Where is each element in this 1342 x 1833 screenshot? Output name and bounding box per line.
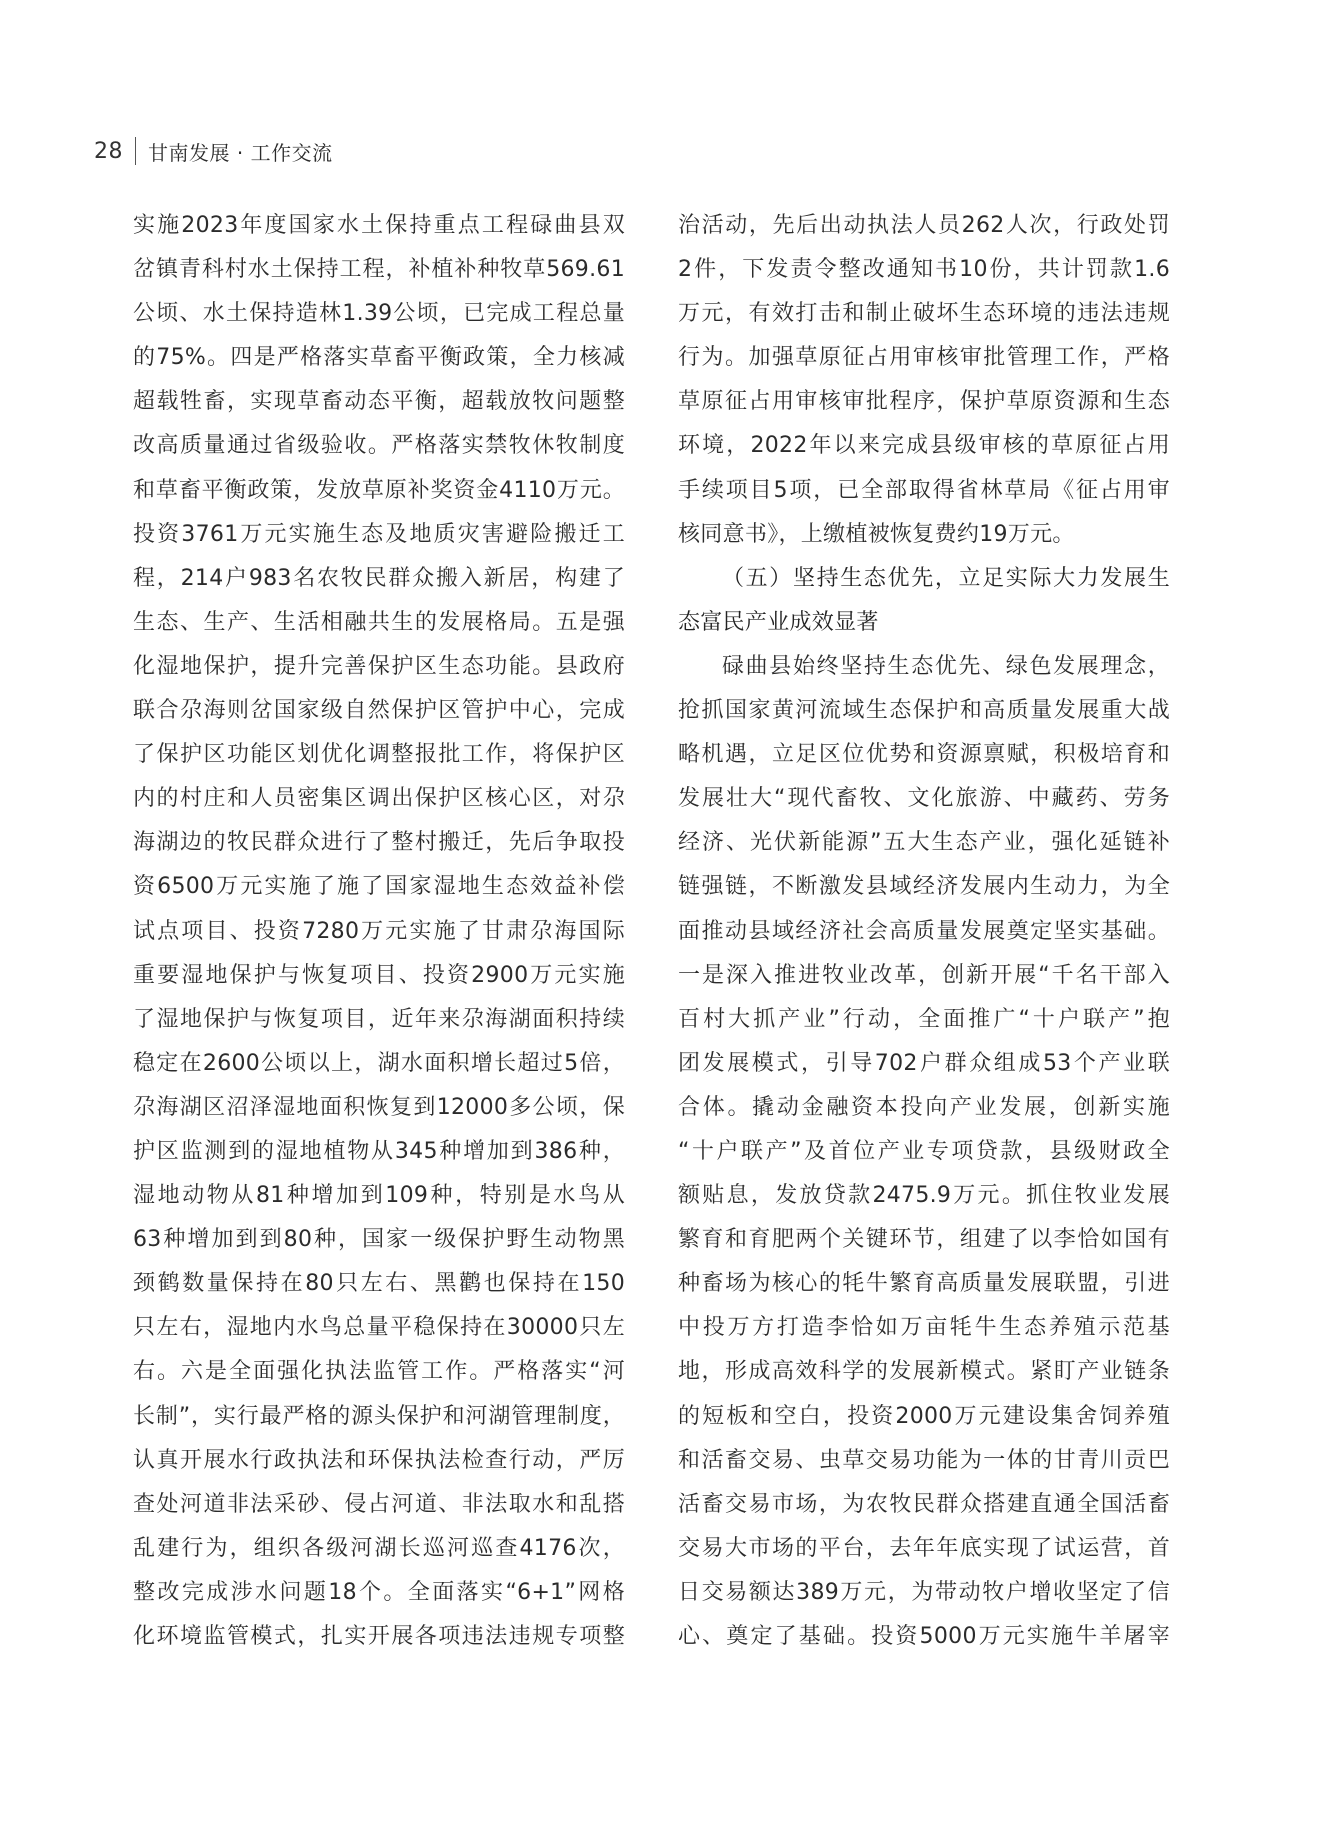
- body-text-line: 资6500万元实施了施了国家湿地生态效益补偿: [133, 874, 625, 900]
- body-text-line: 了保护区功能区划优化调整报批工作，将保护区: [133, 742, 625, 768]
- section-heading-line: （五）坚持生态优先，立足实际大力发展生: [722, 565, 1170, 591]
- body-text-line: 联合尕海则岔国家级自然保护区管护中心，完成: [133, 698, 625, 724]
- body-text-line: 繁育和育肥两个关键环节，组建了以李恰如国有: [678, 1227, 1170, 1253]
- body-text-line: 化湿地保护，提升完善保护区生态功能。县政府: [133, 653, 625, 679]
- body-text-line: 的75%。四是严格落实草畜平衡政策，全力核减: [133, 345, 625, 371]
- body-text-line: 认真开展水行政执法和环保执法检查行动，严厉: [133, 1447, 625, 1473]
- body-text-line: 改高质量通过省级验收。严格落实禁牧休牧制度: [133, 433, 625, 459]
- body-text-line: 交易大市场的平台，去年年底实现了试运营，首: [678, 1535, 1170, 1561]
- body-text-line: 了湿地保护与恢复项目，近年来尕海湖面积持续: [133, 1006, 625, 1032]
- body-text-line: 一是深入推进牧业改革，创新开展“千名干部入: [678, 962, 1170, 988]
- body-text-line: 程，214户983名农牧民群众搬入新居，构建了: [133, 565, 625, 591]
- body-text-line: 核同意书》，上缴植被恢复费约19万元。: [678, 521, 1075, 547]
- body-text-line: 只左右，湿地内水鸟总量平稳保持在30000只左: [133, 1315, 625, 1341]
- body-text-line: 尕海湖区沼泽湿地面积恢复到12000多公顷，保: [133, 1094, 625, 1120]
- body-text-line: 超载牲畜，实现草畜动态平衡，超载放牧问题整: [133, 389, 625, 415]
- body-text-line: 颈鹤数量保持在80只左右、黑鹳也保持在150: [133, 1271, 625, 1297]
- body-text-line: 的短板和空白，投资2000万元建设集舍饲养殖: [678, 1403, 1170, 1429]
- body-text-line: 地，形成高效科学的发展新模式。紧盯产业链条: [678, 1359, 1170, 1385]
- body-text-line: 百村大抓产业”行动，全面推广“十户联产”抱: [678, 1006, 1170, 1032]
- body-text-line: 生态、生产、生活相融共生的发展格局。五是强: [133, 609, 625, 635]
- body-text-line: 内的村庄和人员密集区调出保护区核心区，对尕: [133, 786, 625, 812]
- body-text-line: 和草畜平衡政策，发放草原补奖资金4110万元。: [133, 477, 625, 503]
- body-text-line: 日交易额达389万元，为带动牧户增收坚定了信: [678, 1579, 1170, 1605]
- body-text-line: 岔镇青科村水土保持工程，补植补种牧草569.61: [133, 257, 625, 283]
- body-text-line: 额贴息，发放贷款2475.9万元。抓住牧业发展: [678, 1183, 1170, 1209]
- body-text-line: 公顷、水土保持造林1.39公顷，已完成工程总量: [133, 301, 625, 327]
- body-text-line: 中投万方打造李恰如万亩牦牛生态养殖示范基: [678, 1315, 1170, 1341]
- body-text-line: 行为。加强草原征占用审核审批管理工作，严格: [678, 345, 1170, 371]
- body-text-line: 稳定在2600公顷以上，湖水面积增长超过5倍，: [133, 1050, 625, 1076]
- body-text-line: 湿地动物从81种增加到109种，特别是水鸟从: [133, 1183, 625, 1209]
- body-text-line: 碌曲县始终坚持生态优先、绿色发展理念，: [722, 653, 1170, 679]
- body-text-line: 心、奠定了基础。投资5000万元实施牛羊屠宰: [678, 1624, 1170, 1649]
- body-text-line: 面推动县域经济社会高质量发展奠定坚实基础。: [678, 918, 1170, 944]
- body-text-line: 草原征占用审核审批程序，保护草原资源和生态: [678, 389, 1170, 415]
- body-text-line: 活畜交易市场，为农牧民群众搭建直通全国活畜: [678, 1491, 1170, 1517]
- body-text-line: 护区监测到的湿地植物从345种增加到386种，: [133, 1138, 625, 1164]
- section-heading-line: 态富民产业成效显著: [678, 609, 879, 635]
- body-text-line: 团发展模式，引导702户群众组成53个产业联: [678, 1050, 1170, 1076]
- body-text-line: 链强链，不断激发县域经济发展内生动力，为全: [678, 874, 1170, 900]
- body-text-line: 治活动，先后出动执法人员262人次，行政处罚: [678, 213, 1170, 238]
- body-text-line: 重要湿地保护与恢复项目、投资2900万元实施: [133, 962, 625, 988]
- body-text-line: 种畜场为核心的牦牛繁育高质量发展联盟，引进: [678, 1271, 1170, 1297]
- body-text-line: 2件，下发责令整改通知书10份，共计罚款1.6: [678, 257, 1170, 283]
- body-text-line: 63种增加到到80种，国家一级保护野生动物黑: [133, 1227, 625, 1253]
- body-text-line: 和活畜交易、虫草交易功能为一体的甘青川贡巴: [678, 1447, 1170, 1473]
- page-header: [94, 134, 333, 168]
- body-text-line: 海湖边的牧民群众进行了整村搬迁，先后争取投: [133, 830, 625, 856]
- page-number: 28: [94, 138, 123, 164]
- body-text-line: 手续项目5项，已全部取得省林草局《征占用审: [678, 477, 1170, 503]
- right-column: [678, 204, 1170, 1659]
- body-text-line: 略机遇，立足区位优势和资源禀赋，积极培育和: [678, 742, 1170, 768]
- magazine-title: 甘南发展 · 工作交流: [148, 140, 333, 165]
- body-text-line: 查处河道非法采砂、侵占河道、非法取水和乱搭: [133, 1491, 625, 1517]
- body-text-line: 投资3761万元实施生态及地质灾害避险搬迁工: [133, 521, 625, 547]
- body-text-line: 长制”，实行最严格的源头保护和河湖管理制度，: [133, 1403, 625, 1429]
- body-text-line: 整改完成涉水问题18个。全面落实“6+1”网格: [133, 1579, 625, 1605]
- body-text-line: 右。六是全面强化执法监管工作。严格落实“河: [133, 1359, 625, 1385]
- header-divider: [135, 137, 136, 165]
- body-text-line: 乱建行为，组织各级河湖长巡河巡查4176次，: [133, 1535, 625, 1561]
- body-text-line: 环境，2022年以来完成县级审核的草原征占用: [678, 433, 1170, 459]
- body-text-line: 万元，有效打击和制止破坏生态环境的违法违规: [678, 301, 1170, 327]
- body-text-line: 试点项目、投资7280万元实施了甘肃尕海国际: [133, 918, 625, 944]
- body-text-line: 抢抓国家黄河流域生态保护和高质量发展重大战: [678, 698, 1170, 724]
- body-text-line: 化环境监管模式，扎实开展各项违法违规专项整: [133, 1624, 625, 1649]
- body-text-line: 发展壮大“现代畜牧、文化旅游、中藏药、劳务: [678, 786, 1170, 812]
- body-text-line: “十户联产”及首位产业专项贷款，县级财政全: [678, 1138, 1170, 1164]
- body-text-line: 合体。撬动金融资本投向产业发展，创新实施: [678, 1094, 1170, 1120]
- body-text-line: 经济、光伏新能源”五大生态产业，强化延链补: [678, 830, 1170, 856]
- body-text-line: 实施2023年度国家水土保持重点工程碌曲县双: [133, 213, 625, 238]
- left-column: [133, 204, 625, 1659]
